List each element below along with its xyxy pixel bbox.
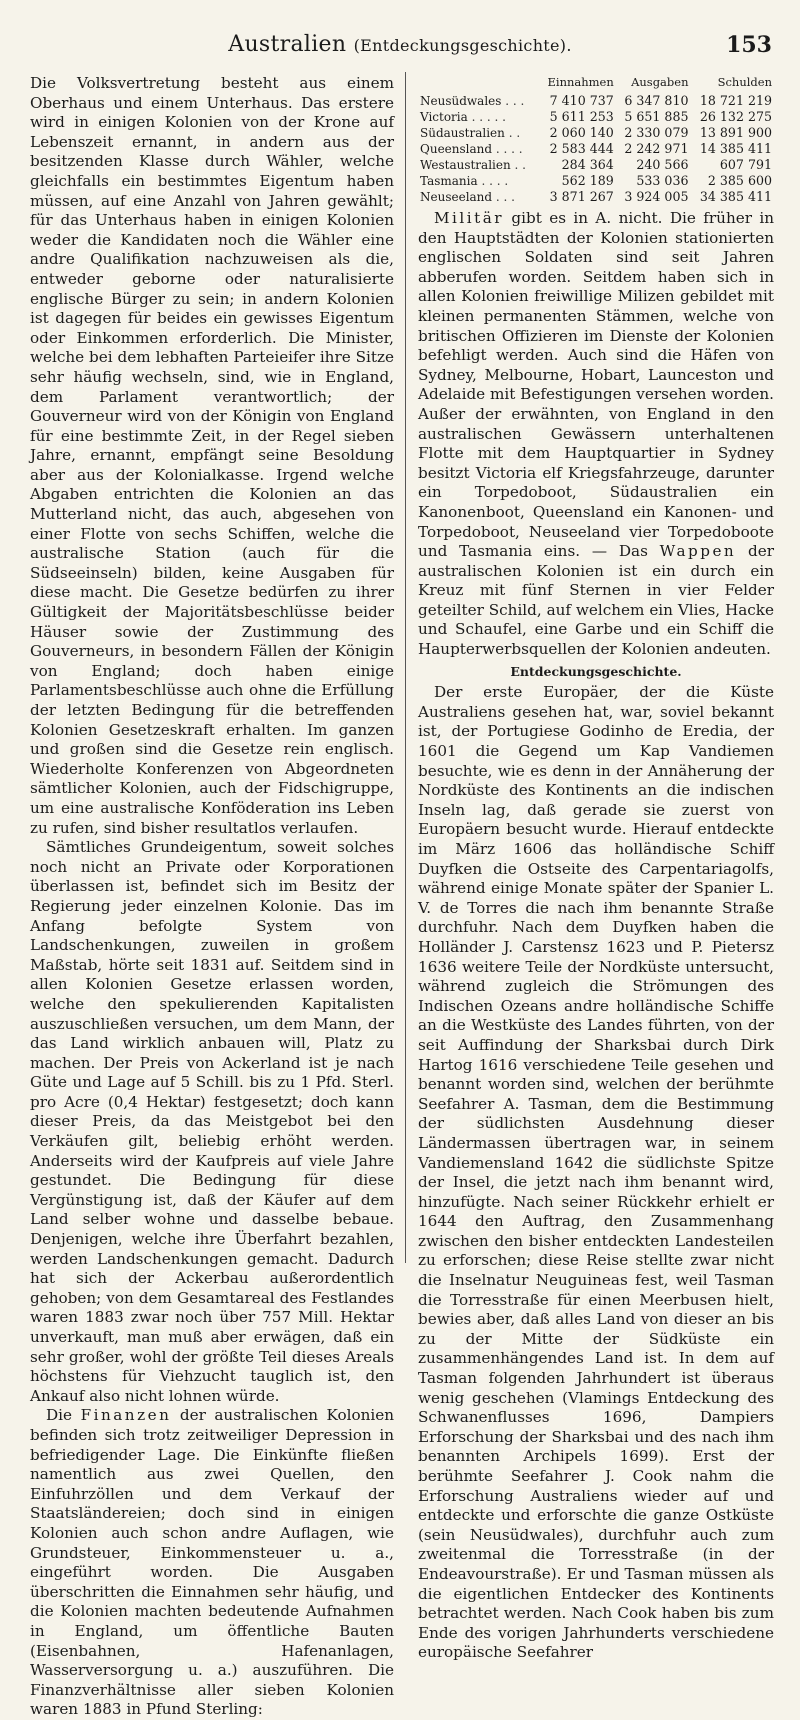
leader-dots: . .: [514, 158, 526, 172]
table-row: [418, 189, 774, 205]
cell-schulden: 13 891 900: [699, 125, 772, 140]
cell-ausgaben: 3 924 005: [624, 189, 689, 204]
leader-dots: . . . .: [495, 142, 523, 156]
cell-schulden: 2 385 600: [707, 173, 772, 188]
finance-table: [418, 74, 774, 205]
leader-dots: . . .: [505, 94, 525, 108]
colony-name: Queensland: [420, 142, 493, 156]
finances-lead: Die: [46, 1406, 73, 1425]
header-subtitle: (Entdeckungsgeschichte).: [353, 36, 572, 55]
cell-einnahmen: 5 611 253: [549, 109, 614, 124]
cell-schulden: 34 385 411: [699, 189, 772, 204]
table-row: [418, 93, 774, 109]
finances-text: der australischen Kolonien befinden sich trotz zeitweiliger Depression in befriedigender Lage. Die Einkünfte fließen namentlich aus zwei Quellen, den Einfuhrzöllen und dem Verkauf der Staatsländereien; doch sind in einigen Kolonien auch schon andre Auflagen, wie Grundsteuer, Einkommensteuer u. a., eingeführt worden. Die Ausgaben überschritten die Einnahmen sehr häufig, und die Kolonien machten bedeutende Aufnahmen in England, um öffentliche Bauten (Eisenbahnen, Hafenanlagen, Wasserversorgung u. a.) auszuführen. Die Finanzverhältnisse aller sieben Kolonien waren 1883 in Pfund Sterling:: [30, 1406, 395, 1719]
finances-term: Finanzen: [80, 1406, 172, 1425]
military-text: gibt es in A. nicht. Die früher in den Hauptstädten der Kolonien stationierten englischen Soldaten sind seit Jahren abberufen worden. Seitdem haben sich in allen Kolonien freiwillige Milizen gebildet mit kleinen permanenten Stämmen, welche von britischen Offizieren im Dienste der Kolonien befehligt werden. Auch sind die Häfen von Sydney, Melbourne, Hobart, Launceston und Adelaide mit Befestigungen versehen worden. Außer der erwähnten, von England in den australischen Gewässern unterhaltenen Flotte mit dem Hauptquartier in Sydney besitzt Victoria elf Kriegsfahrzeuge, darunter ein Torpedoboot, Südaustralien ein Kanonenboot, Queensland ein Kanonen- und Torpedoboot, Neuseeland vier Torpedoboote und Tasmania eins. — Das: [418, 209, 775, 561]
cell-einnahmen: 7 410 737: [549, 93, 614, 108]
colony-name: Westaustralien: [420, 158, 511, 172]
table-row: [418, 109, 774, 125]
cell-ausgaben: 6 347 810: [624, 93, 689, 108]
page-number: 153: [726, 32, 772, 58]
cell-einnahmen: 2 060 140: [549, 125, 614, 140]
leader-dots: . . .: [495, 190, 515, 204]
paragraph-finances: [30, 1406, 394, 1720]
colony-name: Südaustralien: [420, 126, 505, 140]
leader-dots: . . . .: [481, 174, 509, 188]
column-divider: [405, 72, 406, 1263]
cell-ausgaben: 240 566: [636, 157, 689, 172]
coat-of-arms-term: Wappen: [659, 542, 737, 561]
coat-of-arms-text: der australischen Kolonien ist ein durch ein Kreuz mit fünf Sternen in vier Felder geteilter Schild, auf welchem ein Vlies, Hacke und Schaufel, eine Garbe und ein Schiff die Haupterwerbsquellen der Kolonien andeuten.: [418, 542, 774, 659]
cell-einnahmen: 3 871 267: [549, 189, 614, 204]
right-column: [418, 74, 775, 1662]
left-column: [30, 74, 395, 1719]
paragraph-discovery-history: Der erste Europäer, der die Küste Australiens gesehen hat, war, soviel bekannt ist, der Portugiese Godinho de Eredia, der 1601 die Gegend um Kap Vandiemen besuchte, wie es denn in der Annäherung der Nordküste des Kontinents an die indischen Inseln lag, daß gerade sie zuerst von Europäern besucht wurde. Hierauf entdeckte im März 1606 das holländische Schiff Duyfken die Ostseite des Carpentariagolfs, während einige Monate später der Spanier L. V. de Torres die nach ihm benannte Straße durchfuhr. Nach dem Duyfken haben die Holländer J. Carstensz 1623 und P. Pietersz 1636 weitere Teile der Nordküste untersucht, während zugleich die Strömungen des Indischen Ozeans andre holländische Schiffe an die Westküste des Landes führten, von der seit Auffindung der Sharksbai durch Dirk Hartog 1616 verschiedene Teile gesehen und benannt worden sind, welchen der berühmte Seefahrer A. Tasman, dem die Bestimmung der südlichsten Ausdehnung dieser Ländermassen übertragen war, in seinem Vandiemensland 1642 die südlichste Spitze der Insel, die jetzt nach ihm benannt wird, hinzufügte. Nach seiner Rückkehr erhielt er 1644 den Auftrag, den Zusammenhang zwischen den bisher entdeckten Landesteilen zu erforschen; diese Reise stellte zwar nicht die Inselnatur Neuguineas fest, weil Tasman die Torresstraße für einen Meerbusen hielt, bewies aber, daß alles Land von dieser an bis zu der Mitte der Südküste ein zusammenhängendes Land ist. In dem auf Tasman folgenden Jahrhundert ist überaus wenig geschehen (Vlamings Entdeckung des Schwanenflusses 1696, Dampiers Erforschung der Sharksbai und des nach ihm benannten Archipels 1699). Erst der berühmte Seefahrer J. Cook nahm die Erforschung Australiens wieder auf und entdeckte und erforschte die ganze Ostküste (sein Neusüdwales), durchfuhr auch zum zweitenmal die Torresstraße (in der Endeavourstraße). Er und Tasman müssen als die eigentlichen Entdecker des Kontinents betrachtet werden. Nach Cook haben bis zum Ende des vorigen Jahrhunderts verschiedene europäische Seefahrer: [418, 683, 774, 1662]
paragraph-land-ownership: Sämtliches Grundeigentum, soweit solches noch nicht an Private oder Korporationen überlassen ist, befindet sich im Besitz der Regierung jeder einzelnen Kolonie. Das im Anfang befolgte System von Landschenkungen, zuweilen in großem Maßstab, hörte seit 1831 auf. Seitdem sind in allen Kolonien Gesetze erlassen worden, welche den spekulierenden Kapitalisten auszuschließen versuchen, um dem Mann, der das Land wirklich anbauen will, Platz zu machen. Der Preis von Ackerland ist je nach Güte und Lage auf 5 Schill. bis zu 1 Pfd. Sterl. pro Acre (0,4 Hektar) festgesetzt; doch kann dieser Preis, da das Meistgebot bei den Verkäufen gilt, beliebig erhöht werden. Anderseits wird der Kaufpreis auf viele Jahre gestundet. Die Bedingung für diese Vergünstigung ist, daß der Käufer auf dem Land selber wohne und dasselbe bebaue. Denjenigen, welche ihre Überfahrt bezahlen, werden Landschenkungen gemacht. Dadurch hat sich der Ackerbau außerordentlich gehoben; von dem Gesamtareal des Festlandes waren 1883 zwar noch über 757 Mill. Hektar unverkauft, man muß aber erwägen, daß ein sehr großer, wohl der größte Teil dieses Areals höchstens für Viehzucht tauglich ist, den Ankauf also nicht lohnen würde.: [30, 838, 394, 1405]
leader-dots: . . . . .: [471, 110, 506, 124]
cell-ausgaben: 2 330 079: [624, 125, 689, 140]
header-ausgaben: Ausgaben: [631, 75, 689, 89]
table-row: [418, 125, 774, 141]
finance-table-header: [418, 74, 774, 93]
cell-schulden: 14 385 411: [699, 141, 772, 156]
section-heading: Entdeckungsgeschichte.: [510, 663, 682, 679]
cell-schulden: 607 791: [719, 157, 772, 172]
colony-name: Victoria: [420, 110, 468, 124]
row-name: [418, 93, 539, 109]
cell-schulden: 18 721 219: [699, 93, 772, 108]
header-schulden: Schulden: [717, 75, 772, 89]
colony-name: Neuseeland: [420, 190, 493, 204]
cell-ausgaben: 2 242 971: [624, 141, 689, 156]
cell-einnahmen: 284 364: [561, 157, 614, 172]
paragraph-military: [418, 209, 774, 660]
cell-ausgaben: 5 651 885: [624, 109, 689, 124]
row-name: [418, 109, 539, 125]
cell-einnahmen: 562 189: [561, 173, 614, 188]
table-row: [418, 157, 774, 173]
paragraph-parliament: Die Volksvertretung besteht aus einem Oberhaus und einem Unterhaus. Das erstere wird in einigen Kolonien von der Krone auf Lebenszeit ernannt, in andern aus der besitzenden Klasse durch Wähler, welche gleichfalls ein bestimmtes Eigentum haben müssen, auf eine Anzahl von Jahren gewählt; für das Unterhaus haben in einigen Kolonien weder die Kandidaten noch die Wähler eine andre Qualifikation nachzuweisen als die, entweder geborne oder naturalisierte englische Bürger zu sein; in andern Kolonien ist dagegen für beides ein gewisses Eigentum oder Einkommen erforderlich. Die Minister, welche bei dem lebhaften Parteieifer ihre Sitze sehr häufig wechseln, sind, wie in England, dem Parlament verantwortlich; der Gouverneur wird von der Königin von England für eine bestimmte Zeit, in der Regel sieben Jahre, ernannt, empfängt seine Besoldung aber aus der Kolonialkasse. Irgend welche Abgaben entrichten die Kolonien an das Mutterland nicht, das auch, abgesehen von einer Flotte von sechs Schiffen, welche die australische Station (auch für die Südseeinseln) bilden, keine Ausgaben für diese macht. Die Gesetze bedürfen zu ihrer Gültigkeit der Majoritätsbeschlüsse beider Häuser sowie der Zustimmung des Gouverneurs, in besondern Fällen der Königin von England; doch haben einige Parlamentsbeschlüsse auch ohne die Erfüllung der letzten Bedingung für die betreffenden Kolonien Gesetzeskraft erhalten. Im ganzen und großen sind die Gesetze rein englisch. Wiederholte Konferenzen von Abgeordneten sämtlicher Kolonien, auch der Fidschigruppe, um eine australische Konföderation ins Leben zu rufen, sind bisher resultatlos verlaufen.: [30, 74, 394, 837]
cell-ausgaben: 533 036: [636, 173, 689, 188]
row-name: [418, 157, 539, 173]
military-term: Militär: [434, 209, 505, 227]
colony-name: Tasmania: [420, 174, 478, 188]
page-header: [28, 32, 772, 66]
leader-dots: . .: [508, 126, 521, 140]
header-title: Australien: [228, 32, 347, 57]
table-row: [418, 141, 774, 157]
row-name: [418, 141, 539, 157]
running-head: [28, 32, 772, 57]
row-name: [418, 189, 539, 205]
cell-schulden: 26 132 275: [699, 109, 772, 124]
cell-einnahmen: 2 583 444: [549, 141, 614, 156]
row-name: [418, 125, 539, 141]
row-name: [418, 173, 539, 189]
header-colony: [418, 74, 539, 93]
header-einnahmen: Einnahmen: [547, 75, 614, 89]
table-row: [418, 173, 774, 189]
colony-name: Neusüdwales: [420, 94, 502, 108]
